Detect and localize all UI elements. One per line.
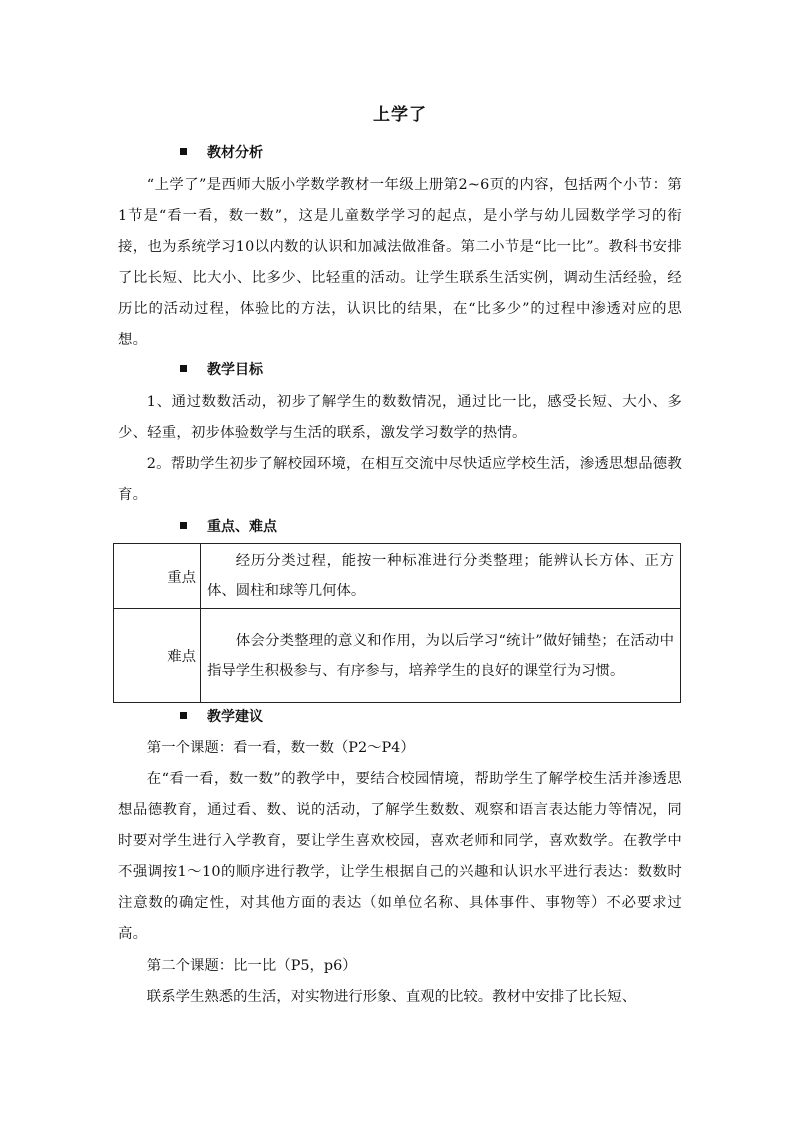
- lesson-1-title: 第一个课题：看一看，数一数（P2～P4）: [146, 740, 415, 756]
- key-points-table: [113, 543, 681, 703]
- lesson-1-paragraph: 在“看一看，数一数”的教学中，要结合校园情境，帮助学生了解学校生活并渗透思想品德教育，通过看、数、说的活动，了解学生数数、观察和语言表达能力等情况，同时要对学生进行入学教育，要让学生喜欢校园，喜欢老师和同学，喜欢数学。在教学中不强调按1～10的顺序进行教学，让学生根据自己的兴趣和认识水平进行表达：数数时注意数的确定性，对其他方面的表达（如单位名称、具体事件、事物等）不必要求过高。: [118, 771, 682, 942]
- heading-text: 教学目标: [207, 362, 263, 378]
- lesson-2-title: 第二个课题：比一比（P5，p6）: [146, 958, 357, 974]
- row-content-difficulty: 体会分类整理的意义和作用，为以后学习“统计”做好铺垫；在活动中指导学生积极参与、有序参与，培养学生的良好的课堂行为习惯。: [201, 609, 681, 703]
- row-label-key: 重点: [114, 544, 201, 609]
- row-content-key: 经历分类过程，能按一种标准进行分类整理；能辨认长方体、正方体、圆柱和球等几何体。: [201, 544, 681, 609]
- section-heading-key-points: [180, 517, 277, 537]
- row-label-difficulty: 难点: [114, 609, 201, 703]
- lesson-2-paragraph: 联系学生熟悉的生活，对实物进行形象、直观的比较。教材中安排了比长短、: [146, 989, 637, 1005]
- square-bullet-icon: [180, 365, 187, 372]
- document-title: 上学了: [373, 105, 427, 125]
- section-heading-suggestions: [180, 707, 263, 727]
- section-heading-analysis: [180, 143, 263, 163]
- analysis-paragraph: “上学了”是西师大版小学数学教材一年级上册第2~6页的内容，包括两个小节：第1节是“看一看，数一数”，这是儿童数学学习的起点，是小学与幼儿园数学学习的衔接，也为系统学习10以内数的认识和加减法做准备。第二小节是“比一比”。教科书安排了比长短、比大小、比多少、比轻重的活动。让学生联系生活实例，调动生活经验，经历比的活动过程，体验比的方法，认识比的结果，在“比多少”的过程中渗透对应的思想。: [118, 177, 682, 348]
- heading-text: 教材分析: [207, 145, 263, 161]
- square-bullet-icon: [180, 522, 187, 529]
- heading-text: 重点、难点: [207, 519, 277, 535]
- heading-text: 教学建议: [207, 709, 263, 725]
- table-row: [114, 544, 681, 609]
- goal-item-2: 2。帮助学生初步了解校园环境，在相互交流中尽快适应学校生活，渗透思想品德教育。: [118, 456, 682, 503]
- goal-item-1: 1、通过数数活动，初步了解学生的数数情况，通过比一比，感受长短、大小、多少、轻重，初步体验数学与生活的联系，激发学习数学的热情。: [118, 394, 682, 441]
- square-bullet-icon: [180, 712, 187, 719]
- square-bullet-icon: [180, 148, 187, 155]
- table-row: [114, 609, 681, 703]
- section-heading-goals: [180, 360, 263, 380]
